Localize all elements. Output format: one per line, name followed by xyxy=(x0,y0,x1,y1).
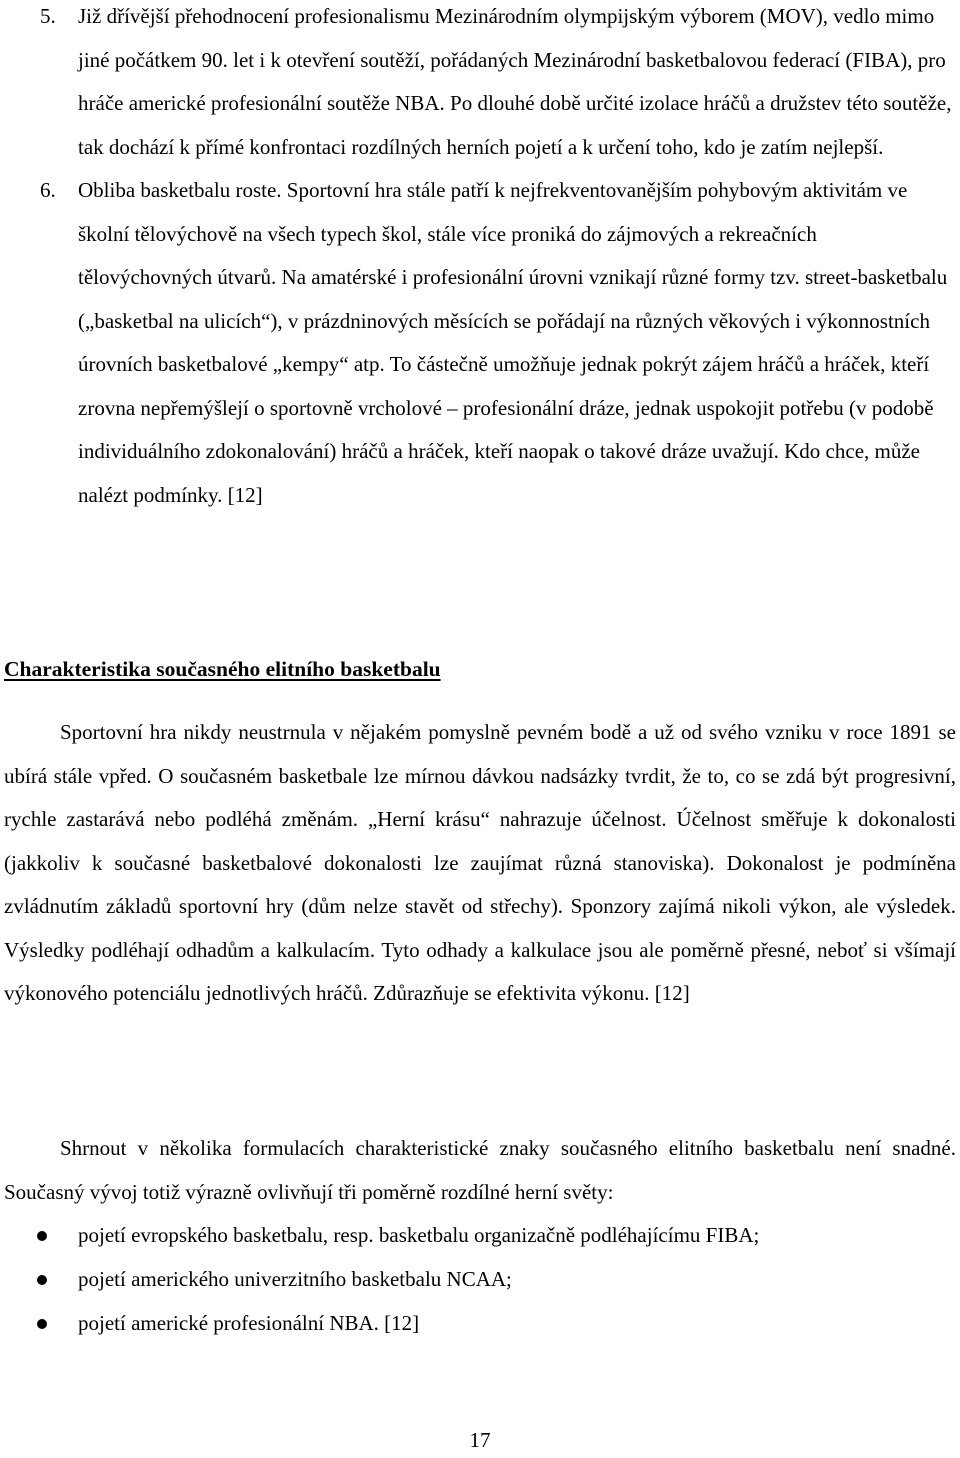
list-item-text: Již dřívější přehodnocení profesionalismu Mezinárodním olympijským výborem (MOV), vedlo mimo jiné počátkem 90. let i k otevření soutěží, pořádaných Mezinárodní basketbalovou federací (FIBA), pro hráče americké profesionální soutěže NBA. Po dlouhé době určité izolace hráčů a družstev této soutěže, tak dochází k přímé konfrontaci rozdílných herních pojetí a k určení toho, kdo je zatím nejlepší. xyxy=(78,4,952,159)
numbered-list-item xyxy=(0,169,960,517)
body-paragraph: Shrnout v několika formulacích charakteristické znaky současného elitního basketbalu není snadné. Současný vývoj totiž výrazně ovlivňují tři poměrně rozdílné herní světy: xyxy=(4,1136,956,1204)
list-item-text: Obliba basketbalu roste. Sportovní hra stále patří k nejfrekventovanějším pohybovým aktivitám ve školní tělovýchově na všech typech škol, stále více proniká do zájmových a rekreačních tělovýchovných útvarů. Na amatérské i profesionální úrovni vznikají různé formy tzv. street-basketbalu („basketbal na ulicích“), v prázdninových měsících se pořádají na různých věkových i výkonnostních úrovních basketbalové „kempy“ atp. To částečně umožňuje jednak pokrýt zájem hráčů a hráček, kteří zrovna nepřemýšlejí o sportovně vrcholové – profesionální dráze, jednak uspokojit potřebu (v podobě individuálního zdokonalování) hráčů a hráček, kteří naopak o takové dráze uvažují. Kdo chce, může nalézt podmínky. [12] xyxy=(78,178,948,507)
bullet-item-text: pojetí amerického univerzitního basketbalu NCAA; xyxy=(78,1267,512,1291)
numbered-list-item xyxy=(0,0,960,169)
bullet-item-text: pojetí evropského basketbalu, resp. basketbalu organizačně podléhajícímu FIBA; xyxy=(78,1223,760,1247)
bullet-icon xyxy=(37,1275,47,1285)
bullet-list-item xyxy=(0,1214,960,1258)
bullet-icon xyxy=(37,1231,47,1241)
section-heading: Charakteristika současného elitního basketbalu xyxy=(4,657,441,681)
bullet-icon xyxy=(37,1319,47,1329)
bullet-list-item xyxy=(0,1258,960,1302)
bullet-list xyxy=(0,1214,960,1346)
page-number: 17 xyxy=(469,1428,491,1452)
bullet-item-text: pojetí americké profesionální NBA. [12] xyxy=(78,1311,420,1335)
body-paragraph: Sportovní hra nikdy neustrnula v nějakém pomyslně pevném bodě a už od svého vzniku v roce 1891 se ubírá stále vpřed. O současném basketbale lze mírnou dávkou nadsázky tvrdit, že to, co se zdá být progresivní, rychle zastarává nebo podléhá změnám. „Herní krásu“ nahrazuje účelnost. Účelnost směřuje k dokonalosti (jakkoliv k současné basketbalové dokonalosti lze zaujímat různá stanoviska). Dokonalost je podmíněna zvládnutím základů sportovní hry (dům nelze stavět od střechy). Sponzory zajímá nikoli výkon, ale výsledek. Výsledky podléhají odhadům a kalkulacím. Tyto odhady a kalkulace jsou ale poměrně přesné, neboť si všímají výkonového potenciálu jednotlivých hráčů. Zdůrazňuje se efektivita výkonu. [12] xyxy=(4,720,956,1005)
list-marker: 5. xyxy=(40,4,56,28)
numbered-list xyxy=(0,0,960,517)
list-marker: 6. xyxy=(40,178,56,202)
bullet-list-item xyxy=(0,1302,960,1346)
